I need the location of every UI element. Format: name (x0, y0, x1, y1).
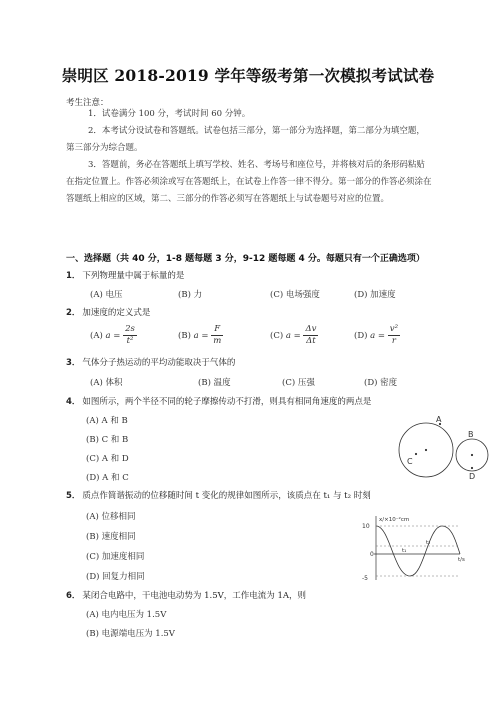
t2-label: t₂ (426, 540, 431, 546)
q2-option-b[interactable]: (B) a = $\frac{F}{m}$ (178, 324, 222, 346)
label-c: C (407, 457, 413, 466)
shm-graph (360, 512, 472, 584)
q1-option-d[interactable]: (D) 加速度 (354, 290, 396, 300)
q3-option-b[interactable]: (B) 温度 (198, 378, 231, 388)
y-tick-bottom: -5 (362, 575, 368, 582)
q5-option-d[interactable]: (D) 回复力相同 (86, 572, 145, 582)
q4-option-d[interactable]: (D) A 和 C (86, 473, 129, 483)
notice-item-1: 1．试卷满分 100 分，考试时间 60 分钟。 (88, 109, 251, 119)
t1-label: t₁ (402, 548, 407, 554)
question-5: 5． 质点作简谐振动的位移随时间 t 变化的规律如图所示，该质点在 t₁ 与 t₂ 时刻 (66, 491, 371, 501)
exam-title: 崇明区 2018-2019 学年等级考第一次模拟考试试卷 (61, 66, 435, 85)
label-b: B (468, 430, 474, 439)
q2-option-c[interactable]: (C) a = $\frac{\Delta v}{\Delta t}$ (270, 324, 317, 346)
notice-item-3: 3．答题前，务必在答题纸上填写学校、姓名、考场号和座位号，并将核对后的条形码粘贴在指定位置上。作答必须涂或写在答题纸上，在试卷上作答一律不得分。第一部分的作答必须涂在答题纸上相应的区域，第二、三部分的作答必须写在答题纸上与试卷题号对应的位置。 (66, 160, 432, 204)
q2-option-d[interactable]: (D) a = $\frac{\text{v²}}{r}$ (354, 324, 398, 346)
q4-option-c[interactable]: (C) A 和 D (86, 454, 129, 464)
q4-option-b[interactable]: (B) C 和 B (86, 435, 129, 445)
question-3: 3． 气体分子热运动的平均动能取决于气体的 (66, 358, 236, 368)
q5-option-a[interactable]: (A) 位移相同 (86, 512, 136, 522)
q3-option-d[interactable]: (D) 密度 (364, 378, 398, 388)
q1-option-a[interactable]: (A) 电压 (90, 290, 123, 300)
question-2-options (86, 324, 416, 352)
y-axis-label: x/×10⁻²cm (379, 517, 410, 523)
q1-option-c[interactable]: (C) 电场强度 (270, 290, 320, 300)
label-d: D (469, 472, 476, 481)
q2-option-a[interactable]: (A) a = $\frac{2s}{\text{t²}}$ (90, 324, 135, 346)
y-tick-top: 10 (362, 523, 370, 530)
origin-label: 0 (370, 551, 374, 558)
question-1: 1． 下列物理量中属于标量的是 (66, 271, 185, 281)
q5-option-b[interactable]: (B) 速度相同 (86, 532, 136, 542)
section-heading: 一、选择题（共 40 分，1-8 题每题 3 分，9-12 题每题 4 分。每题只有一个正确选项） (66, 254, 425, 264)
t-axis-label: t/s (458, 557, 465, 563)
question-6: 6． 某闭合电路中，干电池电动势为 1.5V，工作电流为 1A，则 (66, 591, 307, 601)
displacement-curve (376, 526, 460, 576)
q6-option-a[interactable]: (A) 电内电压为 1.5V (86, 610, 167, 620)
notice-item-2: 2．本考试分设试卷和答题纸。试卷包括三部分，第一部分为选择题，第二部分为填空题，第三部分为综合题。 (66, 126, 425, 153)
q4-option-a[interactable]: (A) A 和 B (86, 416, 128, 426)
q3-option-c[interactable]: (C) 压强 (282, 378, 315, 388)
notice-label: 考生注意： (66, 98, 109, 108)
question-4: 4． 如图所示，两个半径不同的轮子摩擦传动不打滑，则具有相同角速度的两点是 (66, 397, 372, 407)
label-a: A (436, 415, 442, 424)
q1-option-b[interactable]: (B) 力 (178, 290, 203, 300)
q6-option-b[interactable]: (B) 电源端电压为 1.5V (86, 629, 175, 639)
wheels-figure (396, 410, 492, 482)
q3-option-a[interactable]: (A) 体积 (90, 378, 123, 388)
question-2: 2． 加速度的定义式是 (66, 308, 151, 318)
q5-option-c[interactable]: (C) 加速度相同 (86, 552, 145, 562)
